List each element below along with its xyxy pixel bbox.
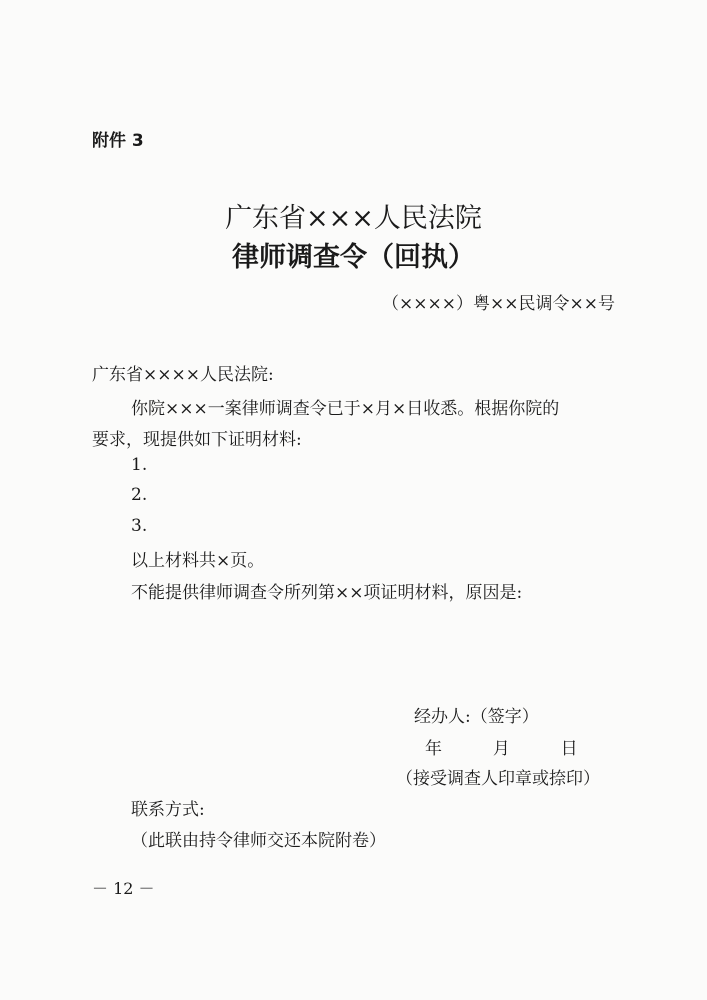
list-item: 2. [131,485,148,505]
reason-line: 不能提供律师调查令所列第××项证明材料，原因是: [131,583,523,603]
materials-total-line: 以上材料共×页。 [131,551,265,571]
court-name-title: 广东省×××人民法院 [225,203,482,234]
return-note: （此联由持令律师交还本院附卷） [131,831,386,851]
handler-signature-line: 经办人:（签字） [414,707,539,727]
date-line [425,734,578,759]
paragraph-line-2: 要求，现提供如下证明材料: [92,430,302,450]
list-item: 1. [131,455,148,475]
month-label: 月 [492,739,510,759]
year-label: 年 [425,739,442,759]
document-number: （××××）粤××民调令××号 [382,294,615,314]
day-label: 日 [560,739,578,759]
page-number: － 12 － [92,879,155,898]
seal-instruction: （接受调查人印章或捺印） [396,769,600,789]
document-title: 律师调查令（回执） [232,242,475,273]
paragraph-line-1: 你院×××一案律师调查令已于×月×日收悉。根据你院的 [131,399,560,419]
attachment-label: 附件 3 [92,131,144,151]
contact-line: 联系方式: [131,800,205,820]
list-item: 3. [131,516,148,536]
addressee-line: 广东省××××人民法院: [92,365,274,385]
